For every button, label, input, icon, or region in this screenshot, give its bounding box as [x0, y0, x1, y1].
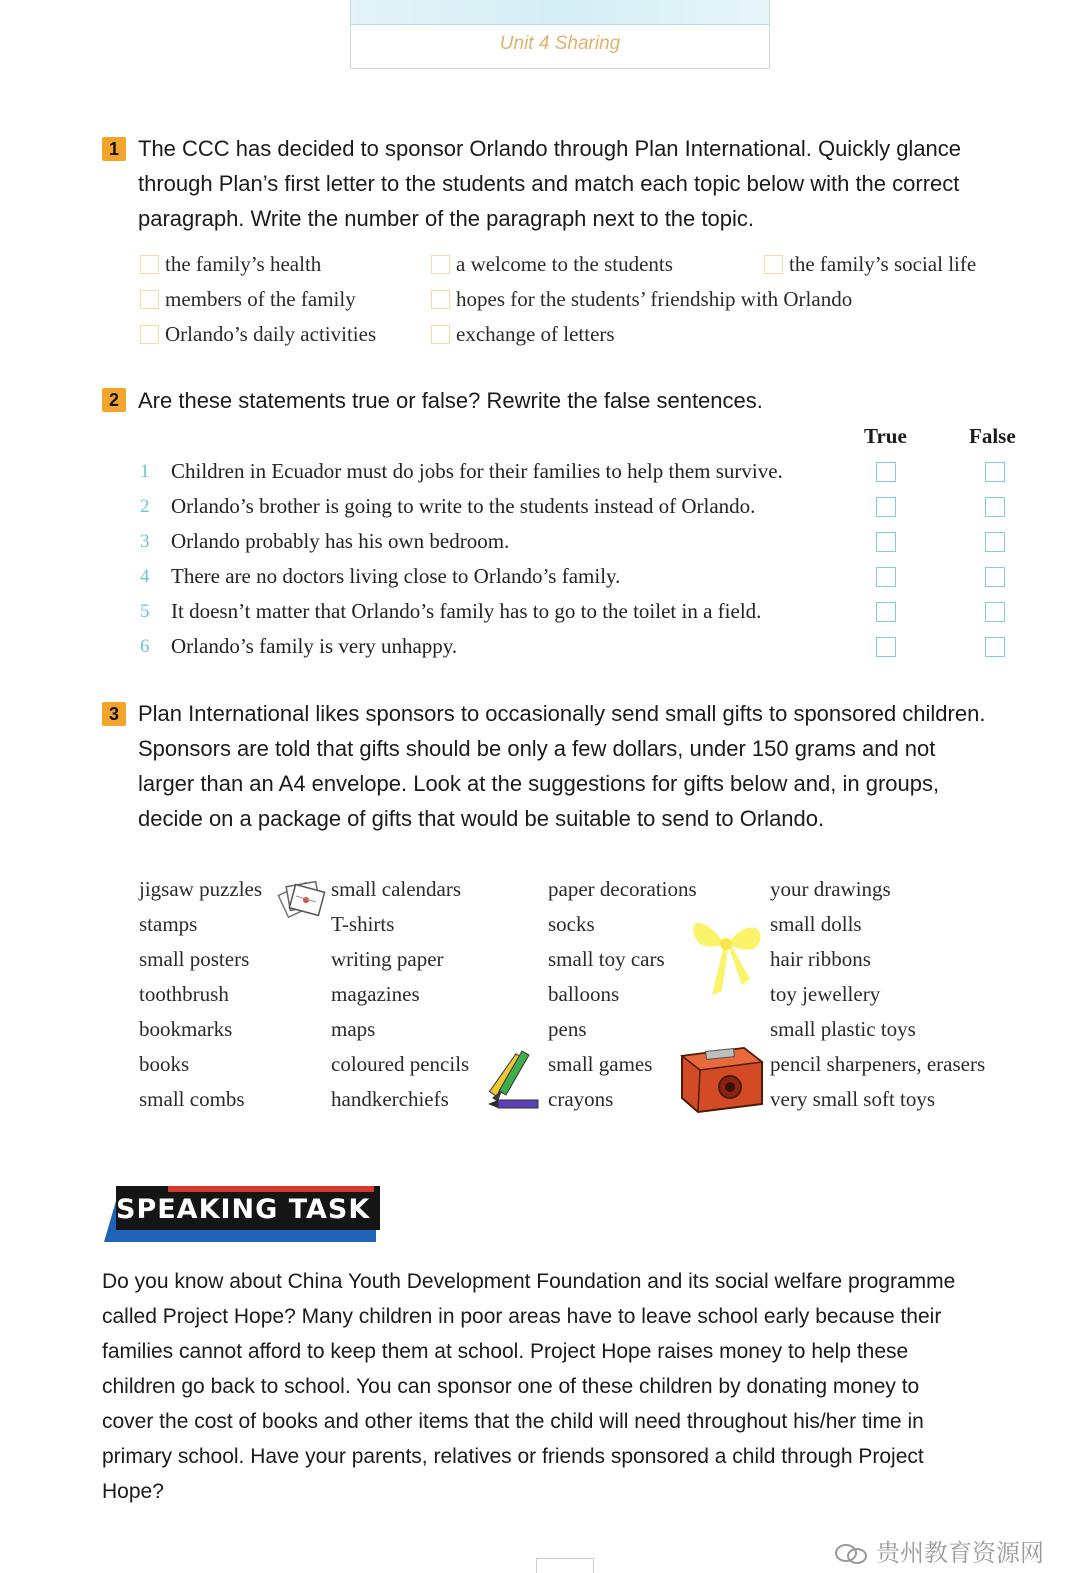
topic-label: the family’s health [165, 252, 322, 276]
statement-row [140, 494, 1020, 520]
paragraph-line: called Project Hope? Many children in poor areas have to leave school early because their [102, 1305, 942, 1328]
true-checkbox[interactable] [876, 602, 896, 622]
instruction-line: larger than an A4 envelope. Look at the suggestions for gifts below and, in groups, [138, 771, 940, 796]
statement-text: Children in Ecuador must do jobs for their families to help them survive. [171, 459, 783, 483]
topic-checkbox[interactable] [140, 255, 159, 274]
exercise-3-number: 3 [102, 702, 126, 726]
instruction-line: decide on a package of gifts that would be suitable to send to Orlando. [138, 806, 825, 831]
false-checkbox[interactable] [985, 602, 1005, 622]
statement-row [140, 529, 1020, 555]
gift-item: T-shirts [331, 912, 395, 936]
topic-item[interactable] [431, 322, 615, 347]
gift-item: small calendars [331, 877, 462, 901]
paragraph-line: families cannot afford to keep them at school. Project Hope raises money to help these [102, 1340, 909, 1363]
true-checkbox[interactable] [876, 497, 896, 517]
exercise-1-number: 1 [102, 137, 126, 161]
gift-item: hair ribbons [770, 947, 871, 971]
gift-item: pens [548, 1017, 587, 1041]
statement-text: It doesn’t matter that Orlando’s family has to go to the toilet in a field. [171, 599, 762, 623]
topic-item[interactable] [431, 252, 673, 277]
banner-red-stripe [168, 1186, 374, 1192]
statement-row [140, 564, 1020, 590]
true-checkbox[interactable] [876, 637, 896, 657]
topic-checkbox[interactable] [140, 290, 159, 309]
paragraph-line: children go back to school. You can sponsor one of these children by donating money to [102, 1375, 920, 1398]
gift-item: small plastic toys [770, 1017, 916, 1041]
instruction-line: The CCC has decided to sponsor Orlando through Plan International. Quickly glance [138, 136, 962, 161]
topic-label: hopes for the students’ friendship with Orlando [456, 287, 853, 311]
unit-header-tab [350, 0, 770, 69]
instruction-line: Plan International likes sponsors to occasionally send small gifts to sponsored children. [138, 701, 986, 726]
true-column-header: True [864, 424, 907, 448]
statement-number: 2 [140, 496, 150, 517]
paragraph-line: Hope? [102, 1480, 164, 1503]
exercise-1-instruction [138, 131, 1038, 236]
false-checkbox[interactable] [985, 497, 1005, 517]
statement-text: Orlando’s brother is going to write to the students instead of Orlando. [171, 494, 756, 518]
speaking-task-label: SPEAKING TASK [116, 1194, 371, 1225]
watermark [834, 1533, 1044, 1568]
gift-item: small games [548, 1052, 653, 1076]
false-checkbox[interactable] [985, 637, 1005, 657]
gift-item: stamps [139, 912, 198, 936]
gift-item: coloured pencils [331, 1052, 470, 1076]
gift-item: small posters [139, 947, 250, 971]
statement-text: There are no doctors living close to Orlando’s family. [171, 564, 621, 588]
false-checkbox[interactable] [985, 567, 1005, 587]
gift-item: crayons [548, 1087, 614, 1111]
gift-item: toothbrush [139, 982, 229, 1006]
topic-label: members of the family [165, 287, 356, 311]
topic-label: Orlando’s daily activities [165, 322, 377, 346]
statement-text: Orlando probably has his own bedroom. [171, 529, 510, 553]
statement-row [140, 634, 1020, 660]
gift-item: very small soft toys [770, 1087, 936, 1111]
statement-row [140, 459, 1020, 485]
true-checkbox[interactable] [876, 462, 896, 482]
false-column-header: False [969, 424, 1016, 448]
topic-item[interactable] [140, 252, 321, 277]
exercise-3-instruction [138, 696, 1038, 836]
topic-checkbox[interactable] [431, 325, 450, 344]
gift-item: small combs [139, 1087, 245, 1111]
statement-row [140, 599, 1020, 625]
unit-title: Unit 4 Sharing [499, 33, 621, 54]
topic-checkbox[interactable] [764, 255, 783, 274]
gift-item: paper decorations [548, 877, 697, 901]
topic-label: the family’s social life [789, 252, 977, 276]
true-checkbox[interactable] [876, 567, 896, 587]
gift-item: maps [331, 1017, 376, 1041]
instruction-line: paragraph. Write the number of the paragraph next to the topic. [138, 206, 754, 231]
gift-item: bookmarks [139, 1017, 233, 1041]
true-checkbox[interactable] [876, 532, 896, 552]
exercise-2-number: 2 [102, 388, 126, 412]
statement-number: 1 [140, 461, 150, 482]
statement-text: Orlando’s family is very unhappy. [171, 634, 458, 658]
gift-item: toy jewellery [770, 982, 881, 1006]
gift-item: magazines [331, 982, 420, 1006]
gift-item: socks [548, 912, 595, 936]
gift-item: small dolls [770, 912, 862, 936]
topic-label: a welcome to the students [456, 252, 673, 276]
gift-item: pencil sharpeners, erasers [770, 1052, 986, 1076]
topic-checkbox[interactable] [431, 255, 450, 274]
gift-item: writing paper [331, 947, 444, 971]
false-checkbox[interactable] [985, 532, 1005, 552]
false-checkbox[interactable] [985, 462, 1005, 482]
wechat-logo-icon [834, 1543, 868, 1565]
topic-item[interactable] [431, 287, 852, 312]
gift-item: your drawings [770, 877, 891, 901]
exercise-2-instruction: Are these statements true or false? Rewrite the false sentences. [138, 388, 763, 413]
paragraph-line: primary school. Have your parents, relatives or friends sponsored a child through Project [102, 1445, 924, 1468]
gift-column-4 [770, 877, 1040, 1122]
paragraph-line: cover the cost of books and other items that the child will need throughout his/her time in [102, 1410, 924, 1433]
statement-number: 5 [140, 601, 150, 622]
gift-column-1 [139, 877, 279, 1122]
speaking-task-paragraph [102, 1264, 1042, 1509]
topic-label: exchange of letters [456, 322, 615, 346]
gift-item: jigsaw puzzles [139, 877, 263, 901]
header-decorative-band [351, 0, 769, 25]
gift-item: balloons [548, 982, 620, 1006]
gift-item: handkerchiefs [331, 1087, 449, 1111]
instruction-line: through Plan’s first letter to the students and match each topic below with the correct [138, 171, 960, 196]
watermark-text: 贵州教育资源网 [876, 1539, 1044, 1567]
statement-number: 6 [140, 636, 150, 657]
gift-item: books [139, 1052, 190, 1076]
gift-column-2 [331, 877, 491, 1122]
statement-number: 3 [140, 531, 150, 552]
statement-number: 4 [140, 566, 150, 587]
calendar-stack-icon [276, 876, 328, 924]
coloured-pencils-icon [484, 1040, 546, 1116]
topic-item[interactable] [764, 252, 976, 277]
instruction-line: Sponsors are told that gifts should be only a few dollars, under 150 grams and not [138, 736, 936, 761]
topic-item[interactable] [140, 287, 356, 312]
topic-checkbox[interactable] [431, 290, 450, 309]
topic-checkbox[interactable] [140, 325, 159, 344]
page-number-tab [536, 1558, 594, 1573]
topic-item[interactable] [140, 322, 376, 347]
hair-ribbon-icon [684, 905, 770, 1000]
speaking-task-banner [104, 1186, 380, 1244]
paragraph-line: Do you know about China Youth Development Foundation and its social welfare programme [102, 1270, 956, 1293]
pencil-sharpener-icon [678, 1042, 764, 1114]
gift-item: small toy cars [548, 947, 665, 971]
